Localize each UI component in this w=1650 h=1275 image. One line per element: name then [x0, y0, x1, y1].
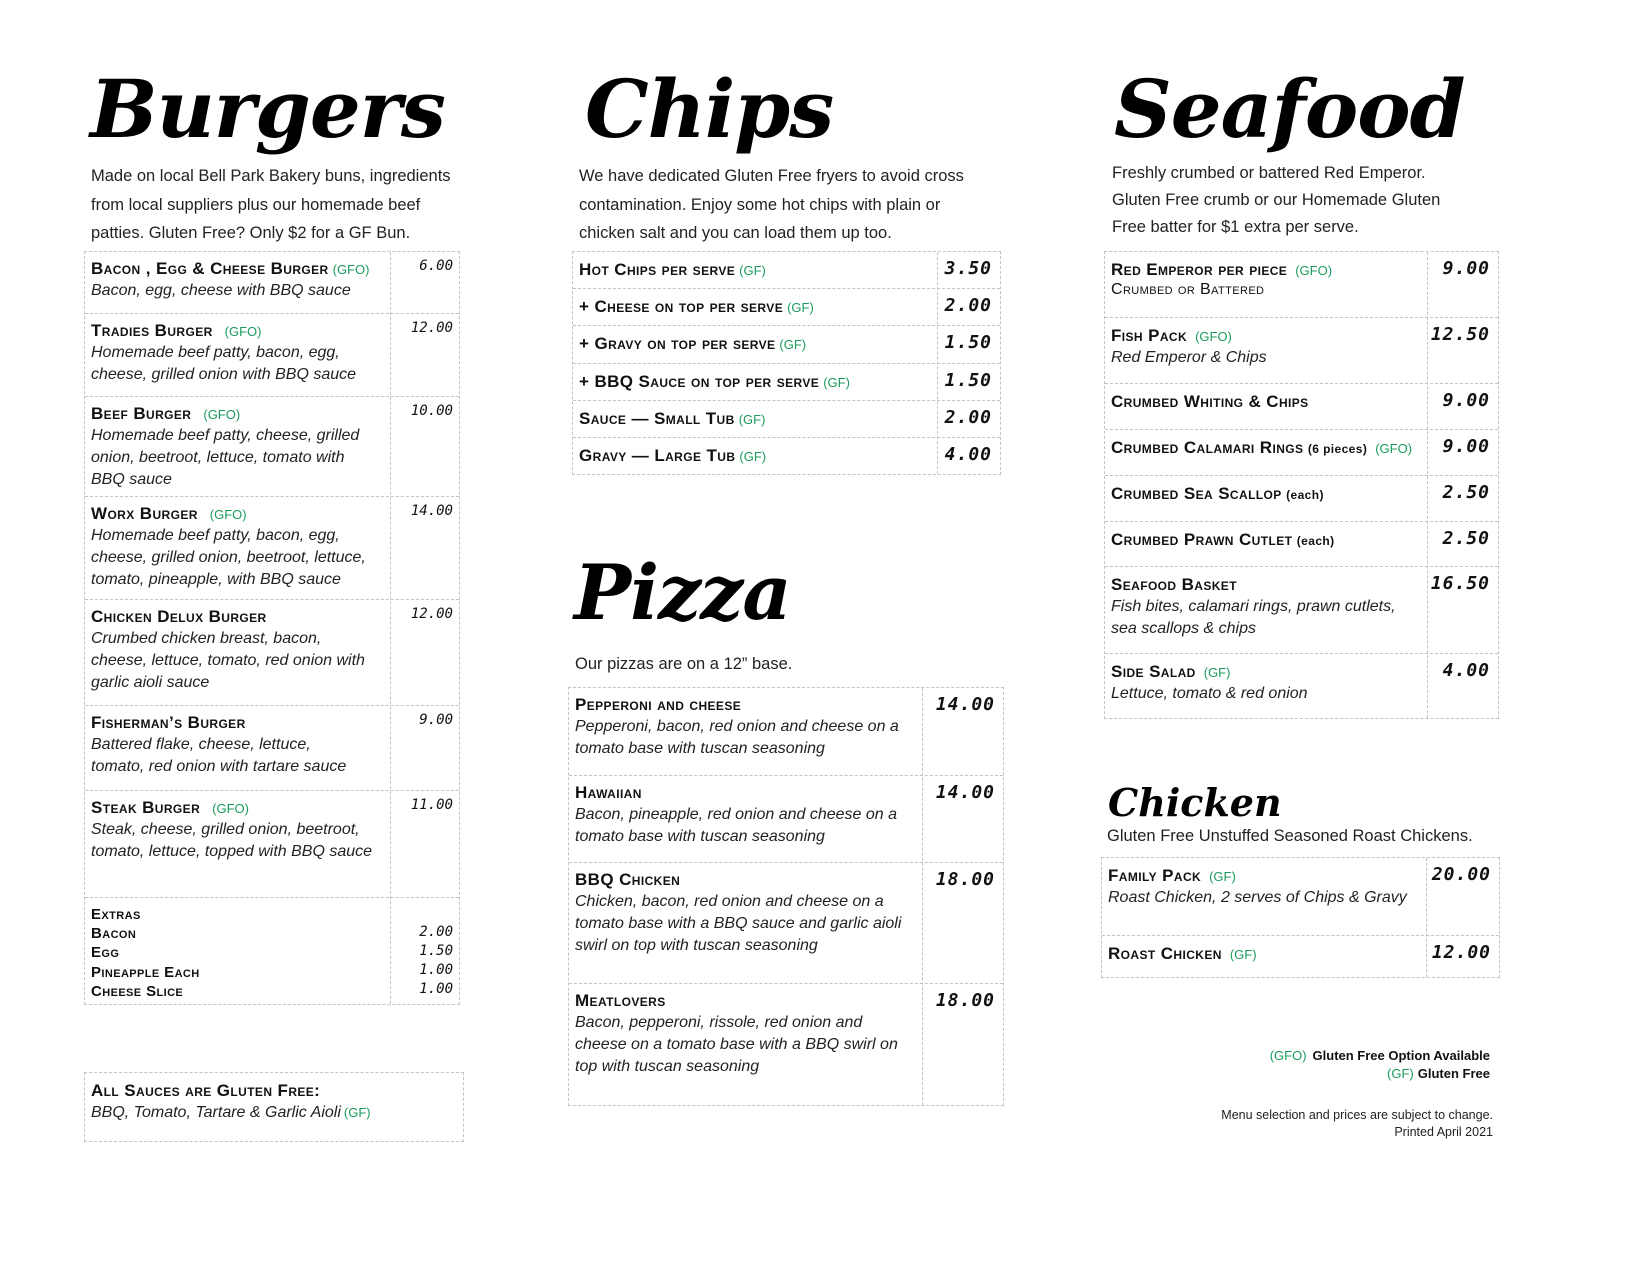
item-name: Crumbed Calamari Rings [1111, 438, 1304, 457]
item-description: Battered flake, cheese, lettuce, tomato, red onion with tartare sauce [91, 736, 347, 775]
gfo-legend-tag: (GFO) [1269, 1048, 1307, 1063]
burgers-title: Burgers [90, 62, 445, 156]
item-name: Family Pack [1108, 866, 1202, 885]
menu-item [1105, 654, 1498, 720]
item-name: Fish Pack [1111, 326, 1188, 345]
item-price: 20.00 [1431, 864, 1491, 885]
extra-price: 2.00 [419, 924, 453, 940]
burgers-menu-box [84, 251, 460, 1005]
menu-item [1105, 476, 1498, 522]
item-description: Bacon, pineapple, red onion and cheese on a tomato base with tuscan seasoning [575, 806, 898, 845]
gf-legend-text: Gluten Free [1417, 1066, 1490, 1081]
item-name: + BBQ Sauce on top per serve [579, 372, 820, 391]
menu-item [1105, 384, 1498, 430]
item-price: 3.50 [944, 258, 992, 279]
item-name: + Cheese on top per serve [579, 297, 784, 316]
item-name: Side Salad [1111, 662, 1196, 681]
item-name: Red Emperor per piece [1111, 260, 1288, 279]
menu-item [573, 252, 1000, 289]
menu-item [1102, 936, 1499, 979]
printed-date: Printed April 2021 [1394, 1125, 1493, 1139]
pizza-menu-box [568, 687, 1004, 1106]
item-price: 9.00 [1442, 258, 1490, 279]
menu-item [1105, 430, 1498, 476]
item-name: Roast Chicken [1108, 944, 1222, 963]
item-name: Pepperoni and cheese [575, 695, 742, 714]
gf-tag: (GF) [1209, 869, 1236, 884]
item-name: + Gravy on top per serve [579, 334, 776, 353]
gf-tag: (GF) [738, 412, 766, 427]
gf-tag: (GF) [823, 375, 850, 390]
gf-tag: (GF) [779, 337, 807, 352]
item-name: Gravy — Large Tub [579, 446, 736, 465]
item-description: Bacon, egg, cheese with BBQ sauce [91, 282, 351, 299]
gf-legend-tag: (GF) [1387, 1066, 1414, 1081]
item-qualifier: (each) [1296, 534, 1335, 548]
item-name: Worx Burger [91, 504, 198, 523]
extra-name: Egg [91, 944, 120, 961]
extra-name: Bacon [91, 925, 137, 942]
item-name: Hawaiian [575, 783, 642, 802]
pizza-title: Pizza [574, 548, 791, 637]
item-price: 6.00 [419, 258, 453, 274]
gf-tag: (GFO) [224, 324, 262, 339]
chips-menu-box [572, 251, 1001, 475]
chicken-menu-box [1101, 857, 1500, 978]
item-name: Tradies Burger [91, 321, 213, 340]
menu-item [573, 289, 1000, 326]
item-price: 14.00 [935, 782, 995, 803]
gf-tag: (GF) [787, 300, 814, 315]
item-name: Chicken Delux Burger [91, 607, 267, 626]
sauces-list: BBQ, Tomato, Tartare & Garlic Aioli [91, 1104, 341, 1121]
item-description: Red Emperor & Chips [1111, 349, 1267, 366]
menu-item [569, 776, 1003, 863]
item-price: 9.00 [1442, 436, 1490, 457]
extra-price: 1.50 [419, 943, 453, 959]
item-name: Steak Burger [91, 798, 201, 817]
gf-tag: (GFO) [209, 507, 247, 522]
item-description: Homemade beef patty, bacon, egg, cheese, grilled onion, beetroot, lettuce, tomato, pineapple, with BBQ sauce [91, 527, 366, 588]
menu-item [1105, 567, 1498, 654]
menu-item [573, 438, 1000, 475]
menu-item [1105, 522, 1498, 567]
item-price: 4.00 [944, 444, 992, 465]
item-description: Fish bites, calamari rings, prawn cutlets, sea scallops & chips [1111, 598, 1396, 637]
item-price: 14.00 [935, 694, 995, 715]
item-description: Pepperoni, bacon, red onion and cheese on a tomato base with tuscan seasoning [575, 718, 899, 757]
seafood-intro: Freshly crumbed or battered Red Emperor. Gluten Free crumb or our Homemade Gluten Free batter for $1 extra per serve. [1112, 164, 1441, 236]
gf-tag: (GF) [739, 263, 766, 278]
footer [1150, 1108, 1493, 1148]
extra-name: Pineapple Each [91, 964, 200, 981]
gf-tag: (GFO) [1195, 329, 1232, 344]
item-name: Meatlovers [575, 991, 666, 1010]
item-price: 4.00 [1442, 660, 1490, 681]
item-name: Sauce — Small Tub [579, 409, 735, 428]
item-price: 2.00 [944, 295, 992, 316]
item-qualifier: (each) [1286, 488, 1324, 502]
item-price: 9.00 [419, 712, 453, 728]
gf-tag: (GF) [1229, 947, 1257, 962]
gf-tag: (GFO) [332, 262, 370, 277]
item-qualifier: (6 pieces) [1307, 442, 1368, 456]
extra-price: 1.00 [419, 981, 453, 997]
extras-block [85, 898, 459, 1006]
item-name: Hot Chips per serve [579, 260, 736, 279]
gfo-legend-text: Gluten Free Option Available [1312, 1048, 1490, 1063]
item-price: 18.00 [935, 990, 995, 1011]
item-description: Steak, cheese, grilled onion, beetroot, tomato, lettuce, topped with BBQ sauce [91, 821, 373, 860]
item-description: Homemade beef patty, cheese, grilled onion, beetroot, lettuce, tomato with BBQ sauce [91, 427, 360, 488]
item-description: Lettuce, tomato & red onion [1111, 685, 1308, 702]
gf-tag: (GF) [739, 449, 767, 464]
item-price: 16.50 [1430, 573, 1490, 594]
gf-tag: (GFO) [203, 407, 241, 422]
item-price: 2.50 [1442, 482, 1490, 503]
seafood-title: Seafood [1114, 62, 1465, 156]
item-price: 9.00 [1442, 390, 1490, 411]
burgers-intro: Made on local Bell Park Bakery buns, ingredients from local suppliers plus our homemade beef patties. Gluten Free? Only $2 for a GF Bun. [91, 167, 451, 242]
menu-item [85, 497, 459, 600]
menu-item [569, 688, 1003, 776]
menu-item [569, 984, 1003, 1107]
menu-item [85, 314, 459, 397]
item-price: 11.00 [410, 797, 453, 813]
menu-item [85, 791, 459, 898]
item-price: 10.00 [410, 403, 453, 419]
item-price: 1.50 [944, 332, 992, 353]
chips-title: Chips [585, 62, 834, 156]
item-description: Crumbed chicken breast, bacon, cheese, lettuce, tomato, red onion with garlic aioli sauce [91, 630, 365, 691]
item-name: Crumbed Whiting & Chips [1111, 392, 1309, 411]
menu-item [85, 706, 459, 791]
item-price: 12.00 [410, 606, 453, 622]
item-price: 1.50 [944, 370, 992, 391]
sauces-box [84, 1072, 464, 1142]
item-description: Chicken, bacon, red onion and cheese on a tomato base with a BBQ sauce and garlic aioli swirl on top with tuscan seasoning [575, 893, 902, 954]
chicken-intro: Gluten Free Unstuffed Seasoned Roast Chickens. [1107, 827, 1473, 845]
item-name: Beef Burger [91, 404, 192, 423]
item-price: 18.00 [935, 869, 995, 890]
sauces-heading: All Sauces are Gluten Free: [91, 1081, 321, 1100]
gf-tag: (GFO) [1295, 263, 1333, 278]
item-name: Bacon , Egg & Cheese Burger [91, 259, 329, 278]
item-description: Roast Chicken, 2 serves of Chips & Gravy [1108, 889, 1407, 906]
item-description: Homemade beef patty, bacon, egg, cheese, grilled onion with BBQ sauce [91, 344, 357, 383]
chips-intro: We have dedicated Gluten Free fryers to avoid cross contamination. Enjoy some hot chips with plain or chicken salt and you can load them up too. [579, 167, 964, 242]
item-description: Bacon, pepperoni, rissole, red onion and cheese on a tomato base with a BBQ swirl on top with tuscan seasoning [575, 1014, 898, 1075]
extra-price: 1.00 [419, 962, 453, 978]
menu-item [1105, 318, 1498, 384]
item-name: Crumbed Prawn Cutlet [1111, 530, 1293, 549]
menu-item [1102, 858, 1499, 936]
menu-item [85, 600, 459, 706]
gf-tag: (GFO) [1375, 441, 1413, 456]
item-name: Seafood Basket [1111, 575, 1237, 594]
chicken-title: Chicken [1108, 780, 1282, 825]
gf-tag: (GF) [343, 1105, 371, 1120]
item-name: BBQ Chicken [575, 870, 681, 889]
item-name: Fisherman’s Burger [91, 713, 246, 732]
seafood-menu-box [1104, 251, 1499, 719]
menu-item [573, 326, 1000, 364]
item-price: 12.50 [1430, 324, 1490, 345]
item-price: 2.50 [1442, 528, 1490, 549]
menu-item [85, 252, 459, 314]
legend [1150, 1048, 1490, 1088]
item-price: 12.00 [410, 320, 453, 336]
pizza-intro: Our pizzas are on a 12” base. [575, 655, 793, 673]
item-description: Crumbed or Battered [1111, 281, 1265, 298]
extras-heading: Extras [91, 906, 141, 923]
disclaimer: Menu selection and prices are subject to change. [1221, 1108, 1493, 1122]
extra-name: Cheese Slice [91, 983, 184, 1000]
item-price: 2.00 [944, 407, 992, 428]
menu-item [1105, 252, 1498, 318]
item-price: 12.00 [1431, 942, 1491, 963]
menu-item [85, 397, 459, 497]
menu-item [573, 364, 1000, 401]
item-name: Crumbed Sea Scallop [1111, 484, 1282, 503]
item-price: 14.00 [410, 503, 453, 519]
gf-tag: (GF) [1203, 665, 1231, 680]
menu-item [573, 401, 1000, 438]
menu-item [569, 863, 1003, 984]
gf-tag: (GFO) [212, 801, 249, 816]
